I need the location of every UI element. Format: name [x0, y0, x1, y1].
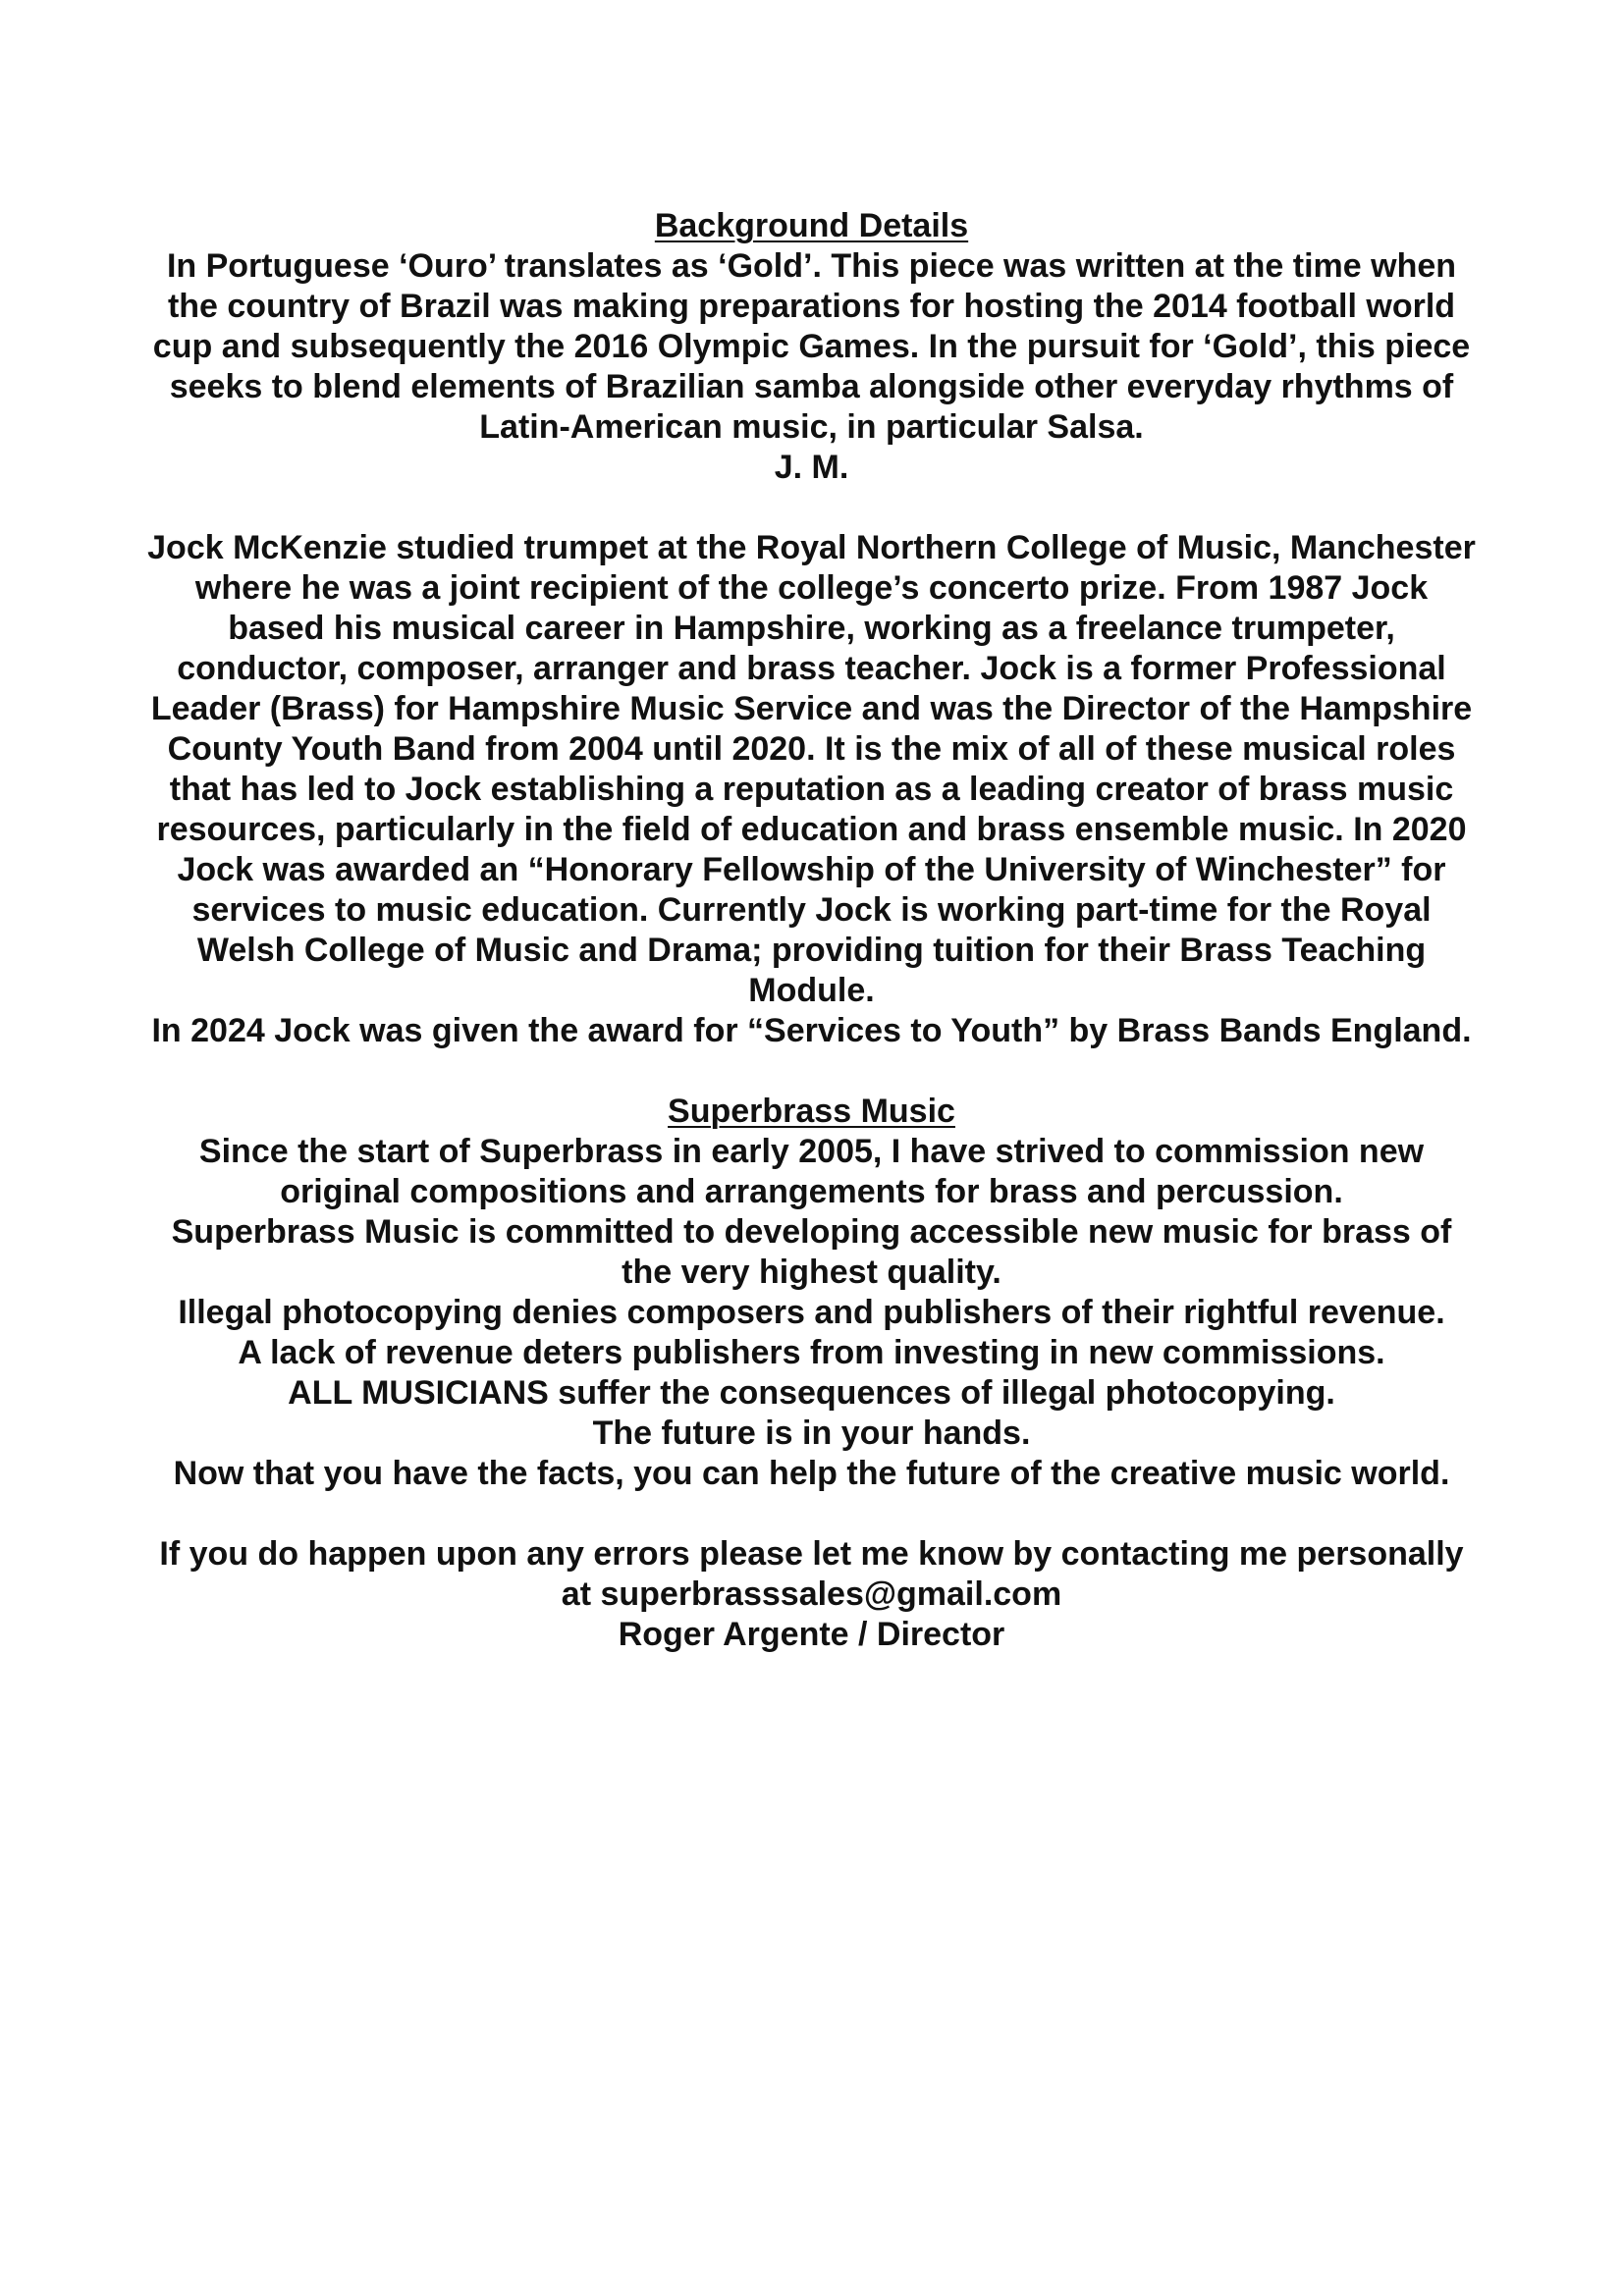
superbrass-line: ALL MUSICIANS suffer the consequences of illegal photocopying.	[288, 1374, 1335, 1412]
superbrass-section	[147, 1092, 1476, 1494]
superbrass-heading: Superbrass Music	[668, 1093, 955, 1130]
superbrass-line: Since the start of Superbrass in early 2005, I have strived to commission new original compositions and arrangements for brass and percussion.	[198, 1133, 1425, 1210]
section-spacer	[147, 1494, 1476, 1534]
background-section	[147, 206, 1476, 488]
document-page	[147, 206, 1476, 1655]
contact-section	[147, 1534, 1476, 1655]
background-text: In Portuguese ‘Ouro’ translates as ‘Gold’. This piece was written at the time when the country of Brazil was making preparations for hosting the 2014 football world cup and subsequently the 2016 Olympic Games. In the pursuit for ‘Gold’, this piece seeks to blend elements of Brazilian samba alongside other everyday rhythms of Latin-American music, in particular Salsa.	[152, 247, 1471, 446]
section-spacer	[147, 488, 1476, 528]
biography-text: Jock McKenzie studied trumpet at the Royal Northern College of Music, Manchester where he was a joint recipient of the college’s concerto prize. From 1987 Jock based his musical career in Hampshire, working as a freelance trumpeter, conductor, composer, arranger and brass teacher. Jock is a former Professional Leader (Brass) for Hampshire Music Service and was the Director of the Hampshire County Youth Band from 2004 until 2020. It is the mix of all of these musical roles that has led to Jock establishing a reputation as a leading creator of brass music resources, particularly in the field of education and brass ensemble music. In 2020 Jock was awarded an “Honorary Fellowship of the University of Winchester” for services to music education. Currently Jock is working part-time for the Royal Welsh College of Music and Drama; providing tuition for their Brass Teaching Module.	[147, 529, 1476, 1009]
signature: Roger Argente / Director	[618, 1616, 1005, 1653]
superbrass-line: Superbrass Music is committed to developing accessible new music for brass of the very highest quality.	[171, 1213, 1452, 1291]
superbrass-line: Illegal photocopying denies composers and publishers of their rightful revenue.	[178, 1294, 1445, 1331]
biography-section	[147, 528, 1476, 1051]
contact-text: If you do happen upon any errors please let me know by contacting me personally at superbrasssales@gmail.com	[159, 1535, 1464, 1613]
superbrass-line: Now that you have the facts, you can help the future of the creative music world.	[173, 1455, 1450, 1492]
background-heading: Background Details	[654, 207, 969, 244]
superbrass-line: The future is in your hands.	[592, 1415, 1031, 1452]
composer-initials: J. M.	[774, 449, 849, 486]
biography-award: In 2024 Jock was given the award for “Services to Youth” by Brass Bands England.	[151, 1012, 1472, 1049]
section-spacer	[147, 1051, 1476, 1092]
superbrass-line: A lack of revenue deters publishers from investing in new commissions.	[238, 1334, 1385, 1371]
